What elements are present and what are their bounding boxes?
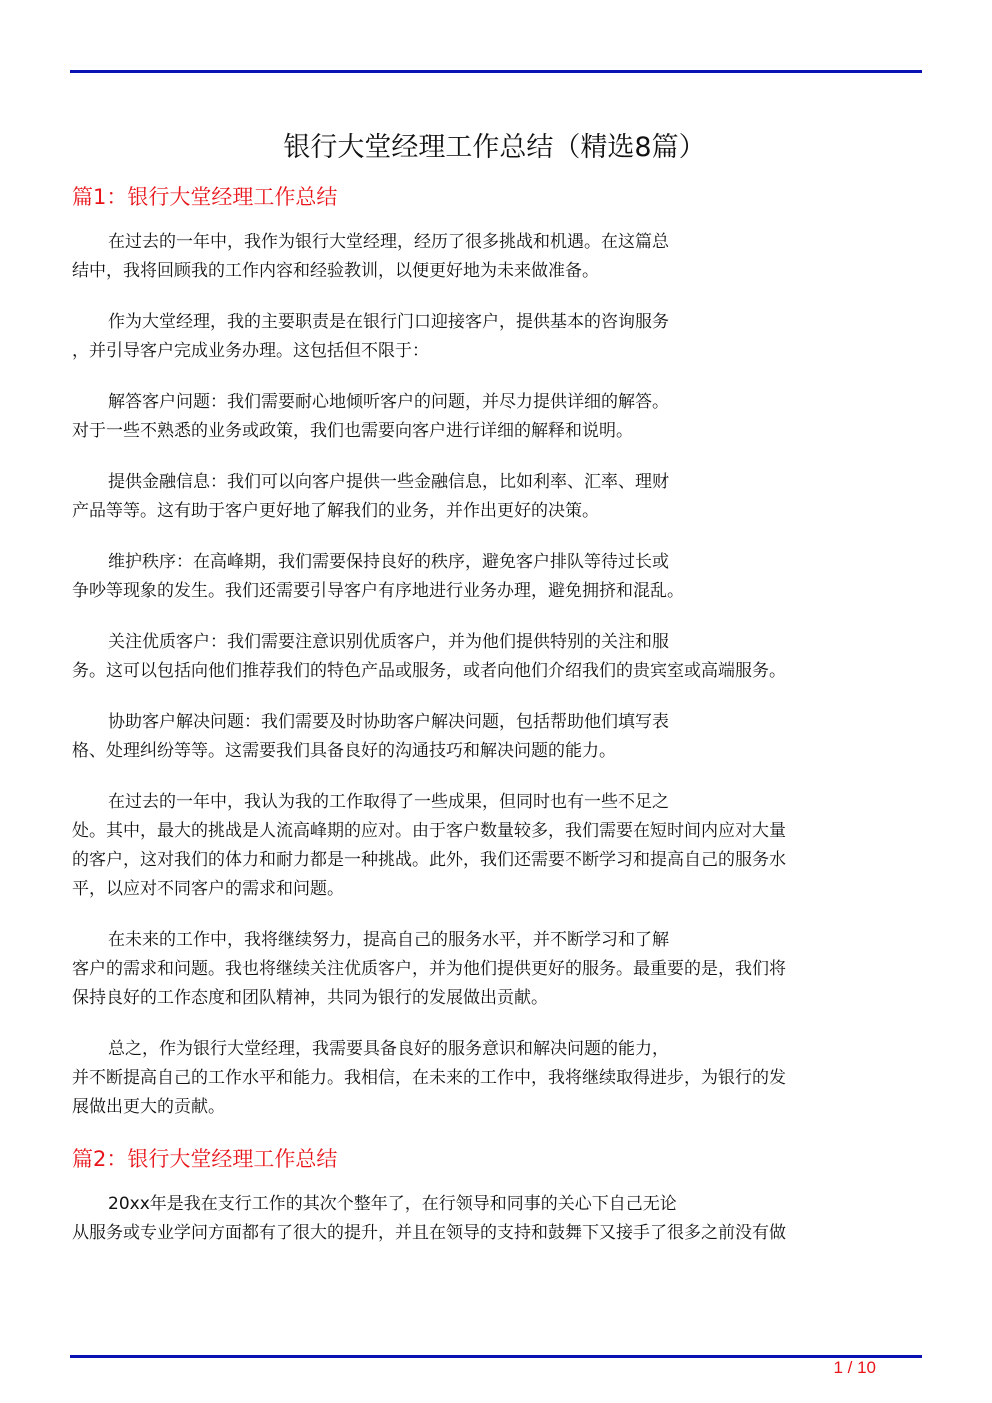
paragraph-line: ，并引导客户完成业务办理。这包括但不限于： xyxy=(72,341,429,361)
paragraph-line: 在过去的一年中，我认为我的工作取得了一些成果，但同时也有一些不足之 xyxy=(108,792,669,812)
paragraph-line: 协助客户解决问题：我们需要及时协助客户解决问题，包括帮助他们填写表 xyxy=(108,712,669,732)
paragraph-line: 解答客户问题：我们需要耐心地倾听客户的问题，并尽力提供详细的解答。 xyxy=(108,392,669,412)
document-title: 银行大堂经理工作总结（精选8篇） xyxy=(283,132,706,163)
paragraph xyxy=(72,468,917,526)
paragraph-line: 保持良好的工作态度和团队精神，共同为银行的发展做出贡献。 xyxy=(72,988,548,1008)
page-number: 1 / 10 xyxy=(833,1358,876,1377)
paragraph-line: 的客户，这对我们的体力和耐力都是一种挑战。此外，我们还需要不断学习和提高自己的服务水 xyxy=(72,850,786,870)
paragraph-line: 在过去的一年中，我作为银行大堂经理，经历了很多挑战和机遇。在这篇总 xyxy=(108,232,669,252)
paragraph xyxy=(72,708,917,766)
paragraph xyxy=(72,926,917,1013)
paragraph-line: 提供金融信息：我们可以向客户提供一些金融信息，比如利率、汇率、理财 xyxy=(108,472,669,492)
paragraph-line: 总之，作为银行大堂经理，我需要具备良好的服务意识和解决问题的能力， xyxy=(108,1039,669,1059)
paragraph-line: 处。其中，最大的挑战是人流高峰期的应对。由于客户数量较多，我们需要在短时间内应对大量 xyxy=(72,821,786,841)
paragraph-line: 20xx年是我在支行工作的其次个整年了，在行领导和同事的关心下自己无论 xyxy=(108,1194,677,1214)
paragraph-line: 格、处理纠纷等等。这需要我们具备良好的沟通技巧和解决问题的能力。 xyxy=(72,741,616,761)
paragraph xyxy=(72,548,917,606)
paragraph xyxy=(72,628,917,686)
footer-rule xyxy=(70,1355,922,1358)
paragraph xyxy=(72,228,917,286)
section-heading: 篇2：银行大堂经理工作总结 xyxy=(72,1147,338,1171)
paragraph-line: 作为大堂经理，我的主要职责是在银行门口迎接客户，提供基本的咨询服务 xyxy=(108,312,669,332)
paragraph-line: 并不断提高自己的工作水平和能力。我相信，在未来的工作中，我将继续取得进步，为银行的发 xyxy=(72,1068,786,1088)
paragraph-line: 从服务或专业学问方面都有了很大的提升，并且在领导的支持和鼓舞下又接手了很多之前没有做 xyxy=(72,1223,786,1243)
paragraph xyxy=(72,388,917,446)
document-body xyxy=(72,128,917,1270)
paragraph-line: 展做出更大的贡献。 xyxy=(72,1097,225,1117)
paragraph-line: 关注优质客户：我们需要注意识别优质客户，并为他们提供特别的关注和服 xyxy=(108,632,669,652)
header-rule xyxy=(70,70,922,73)
paragraph-line: 结中，我将回顾我的工作内容和经验教训，以便更好地为未来做准备。 xyxy=(72,261,599,281)
paragraph-line: 产品等等。这有助于客户更好地了解我们的业务，并作出更好的决策。 xyxy=(72,501,599,521)
paragraph-line: 务。这可以包括向他们推荐我们的特色产品或服务，或者向他们介绍我们的贵宾室或高端服务。 xyxy=(72,661,786,681)
sections xyxy=(72,182,917,1248)
paragraph xyxy=(72,788,917,904)
paragraph-line: 对于一些不熟悉的业务或政策，我们也需要向客户进行详细的解释和说明。 xyxy=(72,421,633,441)
section-heading: 篇1：银行大堂经理工作总结 xyxy=(72,185,338,209)
paragraph-line: 维护秩序：在高峰期，我们需要保持良好的秩序，避免客户排队等待过长或 xyxy=(108,552,669,572)
paragraph xyxy=(72,308,917,366)
paragraph xyxy=(72,1190,917,1248)
paragraph-line: 在未来的工作中，我将继续努力，提高自己的服务水平，并不断学习和了解 xyxy=(108,930,669,950)
paragraph-line: 平，以应对不同客户的需求和问题。 xyxy=(72,879,344,899)
paragraph-line: 争吵等现象的发生。我们还需要引导客户有序地进行业务办理，避免拥挤和混乱。 xyxy=(72,581,684,601)
paragraph xyxy=(72,1035,917,1122)
paragraph-line: 客户的需求和问题。我也将继续关注优质客户，并为他们提供更好的服务。最重要的是，我们将 xyxy=(72,959,786,979)
